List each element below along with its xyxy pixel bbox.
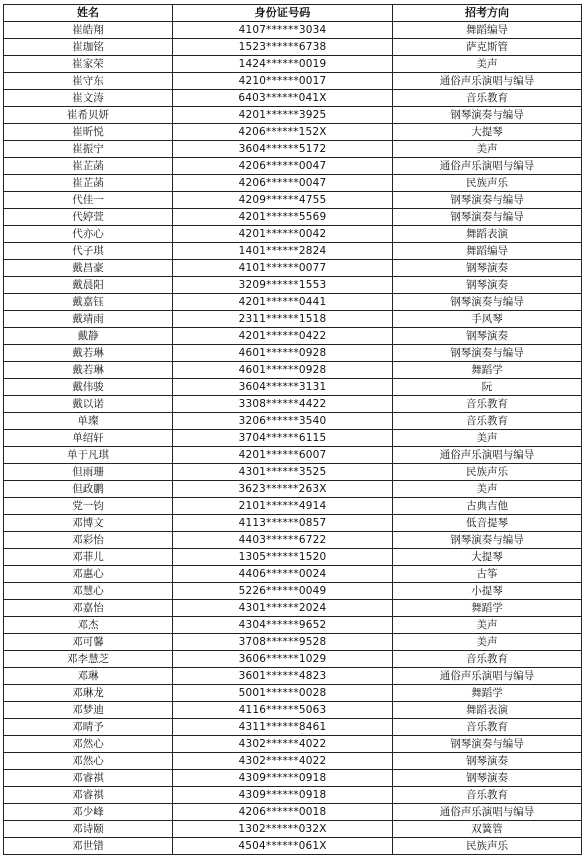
name-cell: 邓琳 — [4, 668, 173, 685]
major-cell: 舞蹈学 — [393, 600, 582, 617]
id-number-cell: 4403******6722 — [173, 532, 393, 549]
id-number-cell: 4309******0918 — [173, 787, 393, 804]
name-cell: 邓然心 — [4, 736, 173, 753]
table-row — [4, 294, 582, 311]
id-number-cell: 4201******0422 — [173, 328, 393, 345]
id-number-cell: 4302******4022 — [173, 736, 393, 753]
id-number-cell: 3209******1553 — [173, 277, 393, 294]
table-row — [4, 175, 582, 192]
major-cell: 手风琴 — [393, 311, 582, 328]
name-cell: 单绍轩 — [4, 430, 173, 447]
name-cell: 邓少峰 — [4, 804, 173, 821]
name-cell: 崔家荣 — [4, 56, 173, 73]
name-cell: 邓世错 — [4, 838, 173, 855]
major-cell: 舞蹈编导 — [393, 22, 582, 39]
major-cell: 钢琴演奏与编导 — [393, 345, 582, 362]
id-number-cell: 2311******1518 — [173, 311, 393, 328]
id-number-cell: 4304******9652 — [173, 617, 393, 634]
major-cell: 美声 — [393, 481, 582, 498]
id-number-cell: 6403******041X — [173, 90, 393, 107]
name-cell: 邓然心 — [4, 753, 173, 770]
id-number-cell: 1401******2824 — [173, 243, 393, 260]
name-cell: 邓可馨 — [4, 634, 173, 651]
id-number-cell: 1302******032X — [173, 821, 393, 838]
name-cell: 代佳一 — [4, 192, 173, 209]
id-number-cell: 4206******0018 — [173, 804, 393, 821]
major-cell: 舞蹈表演 — [393, 226, 582, 243]
id-number-cell: 4206******152X — [173, 124, 393, 141]
major-cell: 美声 — [393, 56, 582, 73]
name-cell: 但雨珊 — [4, 464, 173, 481]
name-cell: 崔芷菡 — [4, 158, 173, 175]
name-cell: 崔文涛 — [4, 90, 173, 107]
major-cell: 钢琴演奏 — [393, 328, 582, 345]
id-number-cell: 4601******0928 — [173, 362, 393, 379]
major-cell: 钢琴演奏与编导 — [393, 107, 582, 124]
table-row — [4, 277, 582, 294]
id-number-cell: 4101******0077 — [173, 260, 393, 277]
major-cell: 美声 — [393, 141, 582, 158]
header-name: 姓名 — [4, 5, 173, 22]
name-cell: 邓琳龙 — [4, 685, 173, 702]
major-cell: 音乐教育 — [393, 396, 582, 413]
table-row — [4, 702, 582, 719]
table-row — [4, 753, 582, 770]
id-number-cell: 3601******4823 — [173, 668, 393, 685]
table-row — [4, 600, 582, 617]
name-cell: 邓睿祺 — [4, 787, 173, 804]
id-number-cell: 4113******0857 — [173, 515, 393, 532]
table-row — [4, 668, 582, 685]
table-row — [4, 226, 582, 243]
table-row — [4, 73, 582, 90]
major-cell: 小提琴 — [393, 583, 582, 600]
name-cell: 崔守东 — [4, 73, 173, 90]
table-row — [4, 736, 582, 753]
id-number-cell: 4206******0047 — [173, 158, 393, 175]
table-row — [4, 481, 582, 498]
name-cell: 代子琪 — [4, 243, 173, 260]
major-cell: 美声 — [393, 617, 582, 634]
id-number-cell: 3308******4422 — [173, 396, 393, 413]
id-number-cell: 4201******3925 — [173, 107, 393, 124]
id-number-cell: 1424******0019 — [173, 56, 393, 73]
major-cell: 古典吉他 — [393, 498, 582, 515]
name-cell: 崔昕悦 — [4, 124, 173, 141]
major-cell: 钢琴演奏与编导 — [393, 736, 582, 753]
id-number-cell: 4301******3525 — [173, 464, 393, 481]
major-cell: 钢琴演奏与编导 — [393, 209, 582, 226]
table-row — [4, 158, 582, 175]
major-cell: 舞蹈学 — [393, 362, 582, 379]
id-number-cell: 4601******0928 — [173, 345, 393, 362]
major-cell: 通俗声乐演唱与编导 — [393, 804, 582, 821]
table-row — [4, 549, 582, 566]
name-cell: 代婷萱 — [4, 209, 173, 226]
table-row — [4, 430, 582, 447]
table-row — [4, 311, 582, 328]
name-cell: 崔芷菡 — [4, 175, 173, 192]
name-cell: 邓杰 — [4, 617, 173, 634]
table-row — [4, 22, 582, 39]
major-cell: 美声 — [393, 634, 582, 651]
major-cell: 大提琴 — [393, 124, 582, 141]
name-cell: 崔希贝妍 — [4, 107, 173, 124]
id-number-cell: 4311******8461 — [173, 719, 393, 736]
name-cell: 代亦心 — [4, 226, 173, 243]
id-number-cell: 4201******0441 — [173, 294, 393, 311]
table-body — [4, 22, 582, 855]
name-cell: 戴若琳 — [4, 345, 173, 362]
major-cell: 低音提琴 — [393, 515, 582, 532]
name-cell: 单璨 — [4, 413, 173, 430]
major-cell: 钢琴演奏 — [393, 277, 582, 294]
table-row — [4, 260, 582, 277]
name-cell: 邓诗颐 — [4, 821, 173, 838]
id-number-cell: 1305******1520 — [173, 549, 393, 566]
major-cell: 钢琴演奏与编导 — [393, 294, 582, 311]
table-row — [4, 464, 582, 481]
name-cell: 邓菲儿 — [4, 549, 173, 566]
id-number-cell: 4309******0918 — [173, 770, 393, 787]
id-number-cell: 4107******3034 — [173, 22, 393, 39]
table-row — [4, 379, 582, 396]
id-number-cell: 3708******9528 — [173, 634, 393, 651]
table-row — [4, 141, 582, 158]
table-row — [4, 328, 582, 345]
major-cell: 舞蹈表演 — [393, 702, 582, 719]
header-major: 招考方向 — [393, 5, 582, 22]
table-row — [4, 447, 582, 464]
table-row — [4, 838, 582, 855]
major-cell: 钢琴演奏 — [393, 753, 582, 770]
id-number-cell: 3604******5172 — [173, 141, 393, 158]
name-cell: 戴昌豪 — [4, 260, 173, 277]
applicant-table — [3, 4, 582, 855]
table-row — [4, 209, 582, 226]
name-cell: 邓博文 — [4, 515, 173, 532]
id-number-cell: 3206******3540 — [173, 413, 393, 430]
table-row — [4, 362, 582, 379]
name-cell: 邓睿祺 — [4, 770, 173, 787]
id-number-cell: 4302******4022 — [173, 753, 393, 770]
name-cell: 戴若琳 — [4, 362, 173, 379]
table-row — [4, 39, 582, 56]
major-cell: 钢琴演奏与编导 — [393, 192, 582, 209]
major-cell: 美声 — [393, 430, 582, 447]
table-row — [4, 651, 582, 668]
major-cell: 音乐教育 — [393, 719, 582, 736]
table-row — [4, 787, 582, 804]
table-row — [4, 515, 582, 532]
id-number-cell: 4201******6007 — [173, 447, 393, 464]
table-row — [4, 107, 582, 124]
name-cell: 邓惠心 — [4, 566, 173, 583]
id-number-cell: 4504******061X — [173, 838, 393, 855]
name-cell: 崔振宁 — [4, 141, 173, 158]
id-number-cell: 4406******0024 — [173, 566, 393, 583]
name-cell: 戴伟骏 — [4, 379, 173, 396]
id-number-cell: 1523******6738 — [173, 39, 393, 56]
table-row — [4, 345, 582, 362]
id-number-cell: 4210******0017 — [173, 73, 393, 90]
major-cell: 通俗声乐演唱与编导 — [393, 73, 582, 90]
table-row — [4, 56, 582, 73]
major-cell: 古筝 — [393, 566, 582, 583]
id-number-cell: 4301******2024 — [173, 600, 393, 617]
id-number-cell: 2101******4914 — [173, 498, 393, 515]
name-cell: 邓嘉怡 — [4, 600, 173, 617]
major-cell: 大提琴 — [393, 549, 582, 566]
name-cell: 邓晴予 — [4, 719, 173, 736]
table-row — [4, 634, 582, 651]
table-row — [4, 243, 582, 260]
name-cell: 戴靖雨 — [4, 311, 173, 328]
major-cell: 钢琴演奏 — [393, 770, 582, 787]
id-number-cell: 4201******5569 — [173, 209, 393, 226]
table-row — [4, 532, 582, 549]
table-row — [4, 498, 582, 515]
table-row — [4, 770, 582, 787]
name-cell: 但政鹏 — [4, 481, 173, 498]
table-row — [4, 617, 582, 634]
name-cell: 邓彩怡 — [4, 532, 173, 549]
id-number-cell: 3623******263X — [173, 481, 393, 498]
name-cell: 邓李慧芝 — [4, 651, 173, 668]
id-number-cell: 4201******0042 — [173, 226, 393, 243]
major-cell: 双簧管 — [393, 821, 582, 838]
major-cell: 舞蹈编导 — [393, 243, 582, 260]
name-cell: 邓梦迪 — [4, 702, 173, 719]
name-cell: 崔珈铭 — [4, 39, 173, 56]
id-number-cell: 5226******0049 — [173, 583, 393, 600]
major-cell: 通俗声乐演唱与编导 — [393, 447, 582, 464]
table-row — [4, 124, 582, 141]
table-row — [4, 90, 582, 107]
major-cell: 民族声乐 — [393, 175, 582, 192]
table-row — [4, 804, 582, 821]
major-cell: 钢琴演奏与编导 — [393, 532, 582, 549]
name-cell: 党一钧 — [4, 498, 173, 515]
id-number-cell: 3704******6115 — [173, 430, 393, 447]
name-cell: 戴嘉钰 — [4, 294, 173, 311]
table-row — [4, 821, 582, 838]
table-row — [4, 685, 582, 702]
id-number-cell: 4116******5063 — [173, 702, 393, 719]
name-cell: 戴以诺 — [4, 396, 173, 413]
table-row — [4, 192, 582, 209]
table-row — [4, 566, 582, 583]
id-number-cell: 4209******4755 — [173, 192, 393, 209]
table-header-row — [4, 5, 582, 22]
id-number-cell: 4206******0047 — [173, 175, 393, 192]
table-row — [4, 396, 582, 413]
major-cell: 音乐教育 — [393, 651, 582, 668]
table-row — [4, 583, 582, 600]
name-cell: 邓慧心 — [4, 583, 173, 600]
table-row — [4, 413, 582, 430]
major-cell: 钢琴演奏 — [393, 260, 582, 277]
major-cell: 阮 — [393, 379, 582, 396]
table-row — [4, 719, 582, 736]
major-cell: 舞蹈学 — [393, 685, 582, 702]
name-cell: 戴晨阳 — [4, 277, 173, 294]
major-cell: 民族声乐 — [393, 838, 582, 855]
id-number-cell: 3604******3131 — [173, 379, 393, 396]
id-number-cell: 5001******0028 — [173, 685, 393, 702]
header-id-number: 身份证号码 — [173, 5, 393, 22]
major-cell: 通俗声乐演唱与编导 — [393, 668, 582, 685]
major-cell: 音乐教育 — [393, 90, 582, 107]
major-cell: 民族声乐 — [393, 464, 582, 481]
name-cell: 崔皓翔 — [4, 22, 173, 39]
major-cell: 音乐教育 — [393, 787, 582, 804]
id-number-cell: 3606******1029 — [173, 651, 393, 668]
name-cell: 单于凡琪 — [4, 447, 173, 464]
major-cell: 萨克斯管 — [393, 39, 582, 56]
name-cell: 戴静 — [4, 328, 173, 345]
major-cell: 通俗声乐演唱与编导 — [393, 158, 582, 175]
major-cell: 音乐教育 — [393, 413, 582, 430]
